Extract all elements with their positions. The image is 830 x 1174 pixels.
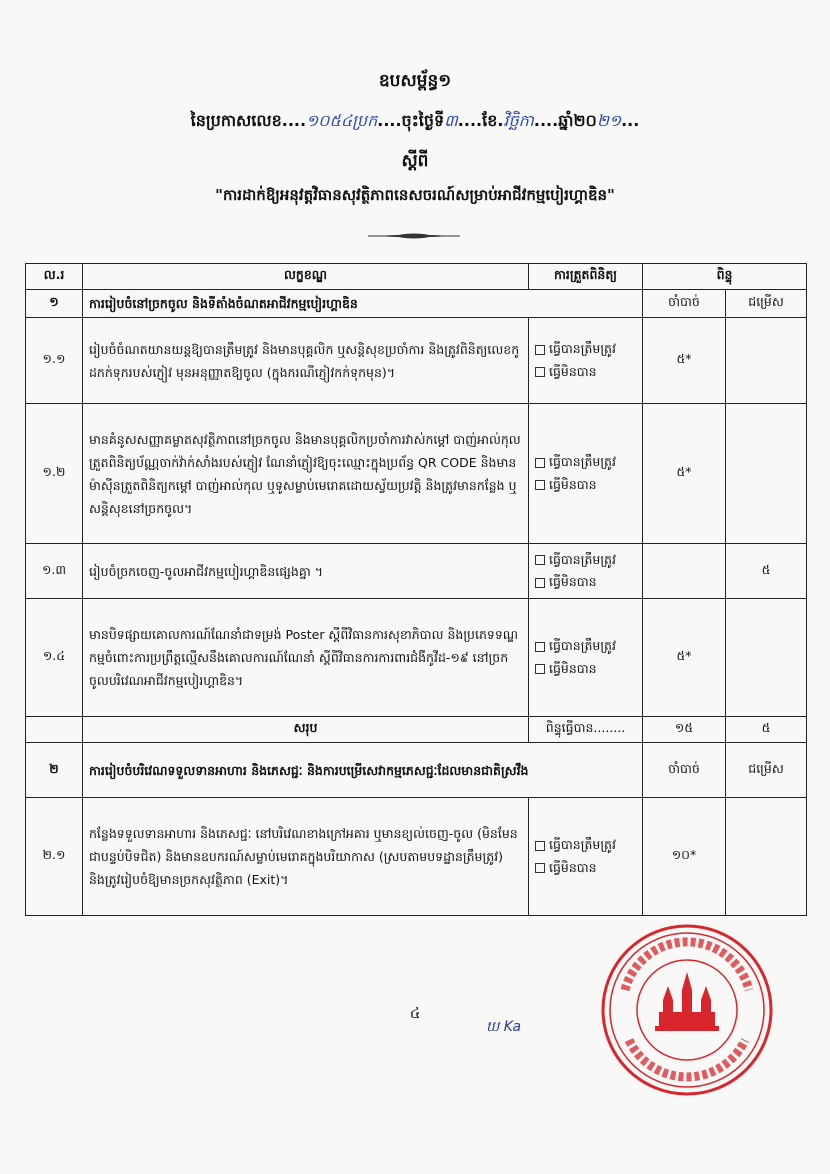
row-optional-score: ៥	[726, 544, 807, 599]
row-criteria: រៀបចំច្រកចេញ-ចូលអាជីវកម្មបៀរហ្គាឌិនផ្សេងគ្នា ។	[83, 544, 529, 599]
check-option[interactable]: ធ្វើបានត្រឹមត្រូវ	[535, 338, 636, 361]
optional-label: ជម្រើស	[726, 743, 807, 798]
checkbox-icon	[535, 578, 545, 588]
row-mandatory-score: ១០*	[643, 798, 726, 916]
section-no: ១	[26, 290, 83, 318]
table-row	[26, 599, 807, 717]
checkbox-icon	[535, 863, 545, 873]
row-optional-score	[726, 404, 807, 544]
checkbox-icon	[535, 664, 545, 674]
section-row	[26, 290, 807, 318]
section-row	[26, 743, 807, 798]
summary-row	[26, 717, 807, 743]
ref-month-label: ខែ	[482, 111, 498, 130]
header-criteria: លក្ខខណ្ឌ	[83, 264, 529, 290]
check-option[interactable]: ធ្វើមិនបាន	[535, 857, 636, 880]
summary-score-done: ពិន្ទុធ្វើបាន........	[529, 717, 643, 743]
row-mandatory-score: ៥*	[643, 404, 726, 544]
ref-year-label: ឆ្នាំ២០	[558, 111, 597, 130]
summary-mandatory-total: ១៥	[643, 717, 726, 743]
row-criteria: រៀបចំចំណតយានយន្តឱ្យបានត្រឹមត្រូវ និងមានបុគ្គលិក ឬសន្តិសុខប្រចាំការ និងត្រូវពិនិត្យលេខកូដកក់ទុករបស់ភ្ញៀវ មុនអនុញ្ញាតឱ្យចូល (ក្នុងករណីភ្ញៀវកក់ទុកមុន)។	[83, 318, 529, 404]
row-criteria: មានបិទផ្សាយគោលការណ៍ណែនាំជាទម្រង់ Poster ស្ដីពីវិធានការសុខាភិបាល និងប្រភេទទណ្ឌកម្មចំពោះការប្រព្រឹត្តល្មើសនឹងគោលការណ៍ណែនាំ ស្ដីពីវិធានការការពារជំងឺកូវីដ-១៩ នៅច្រកចូលបរិវេណអាជីវកម្មបៀរហ្គាឌិន។	[83, 599, 529, 717]
row-no: ១.៣	[26, 544, 83, 599]
row-criteria: មានគំនូសសញ្ញាគម្លាតសុវត្ថិភាពនៅច្រកចូល និងមានបុគ្គលិកប្រចាំការវាស់កម្ដៅ បាញ់អាល់កុល ត្រួតពិនិត្យប័ណ្ណចាក់វ៉ាក់សាំងរបស់ភ្ញៀវ ណែនាំភ្ញៀវឱ្យចុះឈ្មោះក្នុងប្រព័ន្ធ QR CODE និងមានម៉ាស៊ីនត្រួតពិនិត្យកម្ដៅ បាញ់អាល់កុល ឬទូសម្លាប់មេរោគដោយស្វ័យប្រវត្តិ និងត្រូវមានកន្លែង ឬសន្តិសុខនៅច្រកចូល។	[83, 404, 529, 544]
row-no: ១.១	[26, 318, 83, 404]
check-option[interactable]: ធ្វើបានត្រឹមត្រូវ	[535, 834, 636, 857]
check-option[interactable]: ធ្វើមិនបាន	[535, 474, 636, 497]
row-no: ១.៤	[26, 599, 83, 717]
reference-line: នៃប្រកាសលេខ....១០៥៤ប្រក....ចុះថ្ងៃទី៣....ខែ.វិច្ឆិកា....ឆ្នាំ២០២១...	[190, 111, 640, 130]
section-title: ការរៀបចំបរិវេណទទួលទានអាហារ និងភេសជ្ជៈ និងការបម្រើសេវាកម្មភេសជ្ជៈដែលមានជាតិស្រវឹង	[83, 743, 643, 798]
ref-date-label: ចុះថ្ងៃទី	[401, 111, 445, 130]
row-optional-score	[726, 318, 807, 404]
table-row	[26, 318, 807, 404]
checkbox-icon	[535, 480, 545, 490]
check-option[interactable]: ធ្វើបានត្រឹមត្រូវ	[535, 635, 636, 658]
mandatory-label: ចាំបាច់	[643, 743, 726, 798]
section-no: ២	[26, 743, 83, 798]
check-option[interactable]: ធ្វើបានត្រឹមត្រូវ	[535, 549, 636, 572]
row-mandatory-score	[643, 544, 726, 599]
about-label: ស្ដីពី	[401, 151, 429, 171]
row-optional-score	[726, 599, 807, 717]
summary-label: សរុប	[83, 717, 529, 743]
signature: ឃ Ka	[486, 1019, 522, 1035]
check-option[interactable]: ធ្វើបានត្រឹមត្រូវ	[535, 451, 636, 474]
ref-year: ២១	[596, 111, 622, 130]
checkbox-icon	[535, 367, 545, 377]
ref-number: ១០៥៤ប្រក	[306, 111, 378, 130]
row-check	[529, 318, 643, 404]
ref-prefix: នៃប្រកាសលេខ	[190, 111, 282, 130]
check-option[interactable]: ធ្វើមិនបាន	[535, 571, 636, 594]
summary-optional-total: ៥	[726, 717, 807, 743]
official-seal-icon	[597, 920, 777, 1100]
criteria-table	[25, 263, 807, 916]
section-title: ការរៀបចំនៅច្រកចូល និងទីតាំងចំណតអាជីវកម្មបៀរហ្គាឌិន	[83, 290, 643, 318]
table-row	[26, 798, 807, 916]
row-criteria: កន្លែងទទួលទានអាហារ និងភេសជ្ជៈ នៅបរិវេណខាងក្រៅអគារ ឬមានខ្យល់ចេញ-ចូល (មិនមែនជាបន្ទប់បិទជិត) និងមានឧបករណ៍សម្លាប់មេរោគក្នុងបរិយាកាស (ស្របតាមបទដ្ឋានត្រឹមត្រូវ) និងត្រូវរៀបចំឱ្យមានច្រកសុវត្ថិភាព (Exit)។	[83, 798, 529, 916]
checkbox-icon	[535, 458, 545, 468]
checkbox-icon	[535, 642, 545, 652]
checkbox-icon	[535, 841, 545, 851]
page-number: ៤	[409, 1004, 421, 1022]
annex-title: ឧបសម្ព័ន្ធ១	[378, 71, 452, 91]
row-no: ១.២	[26, 404, 83, 544]
ref-month: វិច្ឆិកា	[503, 111, 534, 130]
ref-day: ៣	[444, 111, 458, 130]
row-mandatory-score: ៥*	[643, 599, 726, 717]
header-score: ពិន្ទុ	[643, 264, 807, 290]
table-row	[26, 404, 807, 544]
row-mandatory-score: ៥*	[643, 318, 726, 404]
table-header-row	[26, 264, 807, 290]
row-no: ២.១	[26, 798, 83, 916]
row-check	[529, 798, 643, 916]
check-option[interactable]: ធ្វើមិនបាន	[535, 361, 636, 384]
row-check	[529, 404, 643, 544]
ornament-divider	[368, 232, 460, 240]
table-row	[26, 544, 807, 599]
optional-label: ជម្រើស	[726, 290, 807, 318]
checkbox-icon	[535, 555, 545, 565]
check-option[interactable]: ធ្វើមិនបាន	[535, 658, 636, 681]
checkbox-icon	[535, 345, 545, 355]
document-subject: "ការដាក់ឱ្យអនុវត្តវិធានសុវត្ថិភាពនេសចរណ៍សម្រាប់អាជីវកម្មបៀរហ្គាឌិន"	[215, 186, 615, 204]
mandatory-label: ចាំបាច់	[643, 290, 726, 318]
header-check: ការត្រួតពិនិត្យ	[529, 264, 643, 290]
header-no: ល.រ	[26, 264, 83, 290]
row-check	[529, 599, 643, 717]
row-optional-score	[726, 798, 807, 916]
row-check	[529, 544, 643, 599]
